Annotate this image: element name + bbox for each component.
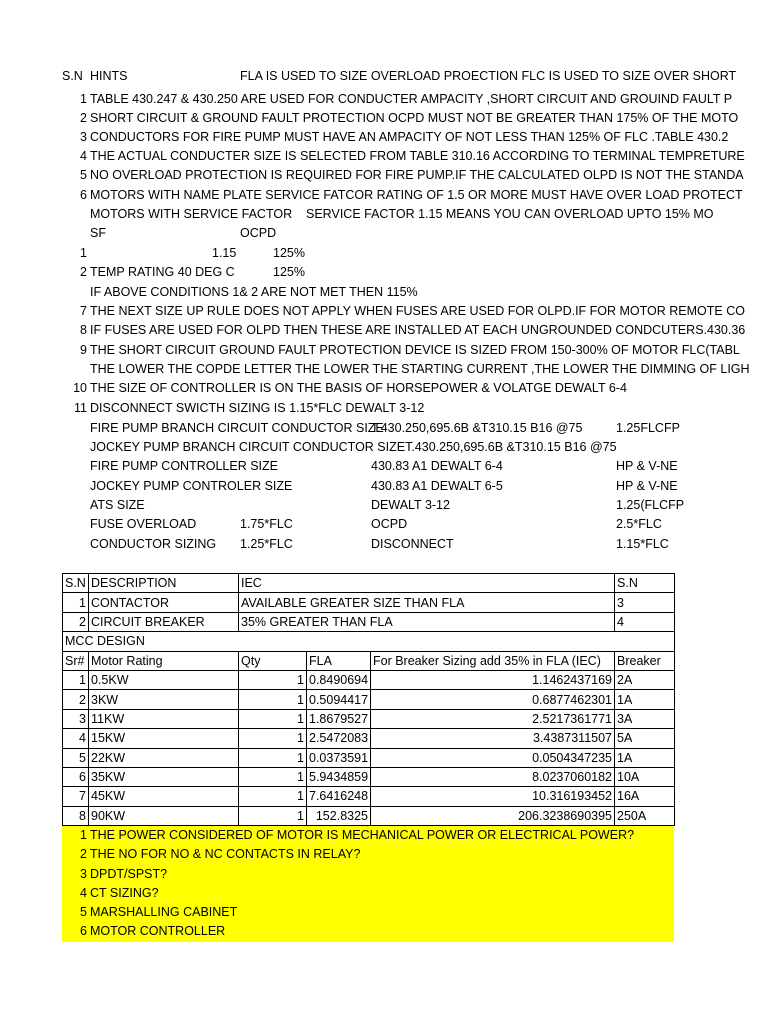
iec-header-row: S.N DESCRIPTION IEC S.N: [63, 574, 675, 593]
pump-row: JOCKEY PUMP BRANCH CIRCUIT CONDUCTOR SIZET.430.250,695.6B &T310.15 B16 @75: [90, 440, 617, 454]
pump-row: FIRE PUMP CONTROLLER SIZE 430.83 A1 DEWALT 6-4 HP & V-NE: [90, 459, 678, 473]
mcc-row: 1 0.5KW 1 0.8490694 1.1462437169 2A: [63, 670, 675, 689]
pump-row: ATS SIZE DEWALT 3-12 1.25(FLCFP: [90, 498, 685, 512]
sf-header-row: SF OCPD: [90, 226, 277, 240]
copde-row: THE LOWER THE COPDE LETTER THE LOWER THE STARTING CURRENT ,THE LOWER THE DIMMING OF LIGH: [90, 362, 750, 376]
hint-row: 3 CONDUCTORS FOR FIRE PUMP MUST HAVE AN AMPACITY OF NOT LESS THAN 125% OF FLC .TABLE 430.2: [80, 130, 729, 144]
hint-row: 1 TABLE 430.247 & 430.250 ARE USED FOR CONDUCTER AMPACITY ,SHORT CIRCUIT AND GROUIND FAULT P: [80, 92, 733, 106]
hints-header: HINTS: [90, 69, 128, 83]
mcc-row: 3 11KW 1 1.8679527 2.5217361771 3A: [63, 709, 675, 728]
mcc-row: 8 90KW 1 152.8325 206.3238690395 250A: [63, 806, 675, 825]
question-row: 4 CT SIZING?: [80, 886, 159, 900]
mcc-row: 7 45KW 1 7.6416248 10.316193452 16A: [63, 787, 675, 806]
hint-row: 9 THE SHORT CIRCUIT GROUND FAULT PROTECTION DEVICE IS SIZED FROM 150-300% OF MOTOR FLC(TABL: [80, 343, 740, 357]
question-row: 3 DPDT/SPST?: [80, 867, 168, 881]
iec-row: 1 CONTACTOR AVAILABLE GREATER SIZE THAN FLA 3: [63, 593, 675, 612]
mcc-row: 6 35KW 1 5.9434859 8.0237060182 10A: [63, 767, 675, 786]
hint-row: 7 THE NEXT SIZE UP RULE DOES NOT APPLY WHEN FUSES ARE USED FOR OLPD.IF FOR MOTOR REMOTE CO: [80, 304, 745, 318]
question-row: 6 MOTOR CONTROLLER: [80, 924, 226, 938]
service-factor-note-row: MOTORS WITH SERVICE FACTOR SERVICE FACTOR 1.15 MEANS YOU CAN OVERLOAD UPTO 15% MO: [90, 207, 714, 221]
question-row: 2 THE NO FOR NO & NC CONTACTS IN RELAY?: [80, 847, 361, 861]
iec-row: 2 CIRCUIT BREAKER 35% GREATER THAN FLA 4: [63, 612, 675, 631]
mcc-row: 5 22KW 1 0.0373591 0.0504347235 1A: [63, 748, 675, 767]
hint-row: 11 DISCONNECT SWICTH SIZING IS 1.15*FLC DEWALT 3-12: [74, 401, 425, 415]
hint-row: 8 IF FUSES ARE USED FOR OLPD THEN THESE ARE INSTALLED AT EACH UNGROUNDED CONDCUTERS.430.36: [80, 323, 746, 337]
hint-row: 10 THE SIZE OF CONTROLLER IS ON THE BASIS OF HORSEPOWER & VOLATGE DEWALT 6-4: [73, 381, 627, 395]
question-row: 5 MARSHALLING CABINET: [80, 905, 238, 919]
sf-row: 2 TEMP RATING 40 DEG C 125%: [80, 265, 305, 279]
question-row: 1 THE POWER CONSIDERED OF MOTOR IS MECHANICAL POWER OR ELECTRICAL POWER?: [80, 828, 635, 842]
mcc-row: 4 15KW 1 2.5472083 3.4387311507 5A: [63, 729, 675, 748]
hint-row: 4 THE ACTUAL CONDUCTER SIZE IS SELECTED FROM TABLE 310.16 ACCORDING TO TERMINAL TEMPRETURE: [80, 149, 745, 163]
hints-header-row: [0, 67, 737, 86]
hint-row: 6 MOTORS WITH NAME PLATE SERVICE FATCOR RATING OF 1.5 OR MORE MUST HAVE OVER LOAD PROTECT: [80, 188, 743, 202]
pump-row: JOCKEY PUMP CONTROLER SIZE 430.83 A1 DEWALT 6-5 HP & V-NE: [90, 479, 678, 493]
sn-header: S.N: [62, 69, 83, 83]
if-above-row: IF ABOVE CONDITIONS 1& 2 ARE NOT MET THEN 115%: [90, 285, 418, 299]
pump-row: FIRE PUMP BRANCH CIRCUIT CONDUCTOR SIZE T.430.250,695.6B &T310.15 B16 @75 1.25FLCFP: [90, 421, 680, 435]
sf-row: 1 1.15 125%: [80, 246, 305, 260]
mcc-header-row: Sr# Motor Rating Qty FLA For Breaker Sizing add 35% in FLA (IEC) Breaker: [63, 651, 675, 670]
mcc-title-row: MCC DESIGN: [63, 632, 675, 651]
fla-note: FLA IS USED TO SIZE OVERLOAD PROECTION FLC IS USED TO SIZE OVER SHORT: [240, 69, 737, 83]
hint-row: 5 NO OVERLOAD PROTECTION IS REQUIRED FOR FIRE PUMP.IF THE CALCULATED OLPD IS NOT THE STANDA: [80, 168, 744, 182]
conductor-row: CONDUCTOR SIZING 1.25*FLC DISCONNECT 1.15*FLC: [90, 537, 669, 551]
iec-mcc-table: [62, 573, 675, 826]
hint-row: 2 SHORT CIRCUIT & GROUND FAULT PROTECTION OCPD MUST NOT BE GREATER THAN 175% OF THE MOTO: [80, 111, 739, 125]
mcc-row: 2 3KW 1 0.5094417 0.6877462301 1A: [63, 690, 675, 709]
fuse-row: FUSE OVERLOAD 1.75*FLC OCPD 2.5*FLC: [90, 517, 662, 531]
